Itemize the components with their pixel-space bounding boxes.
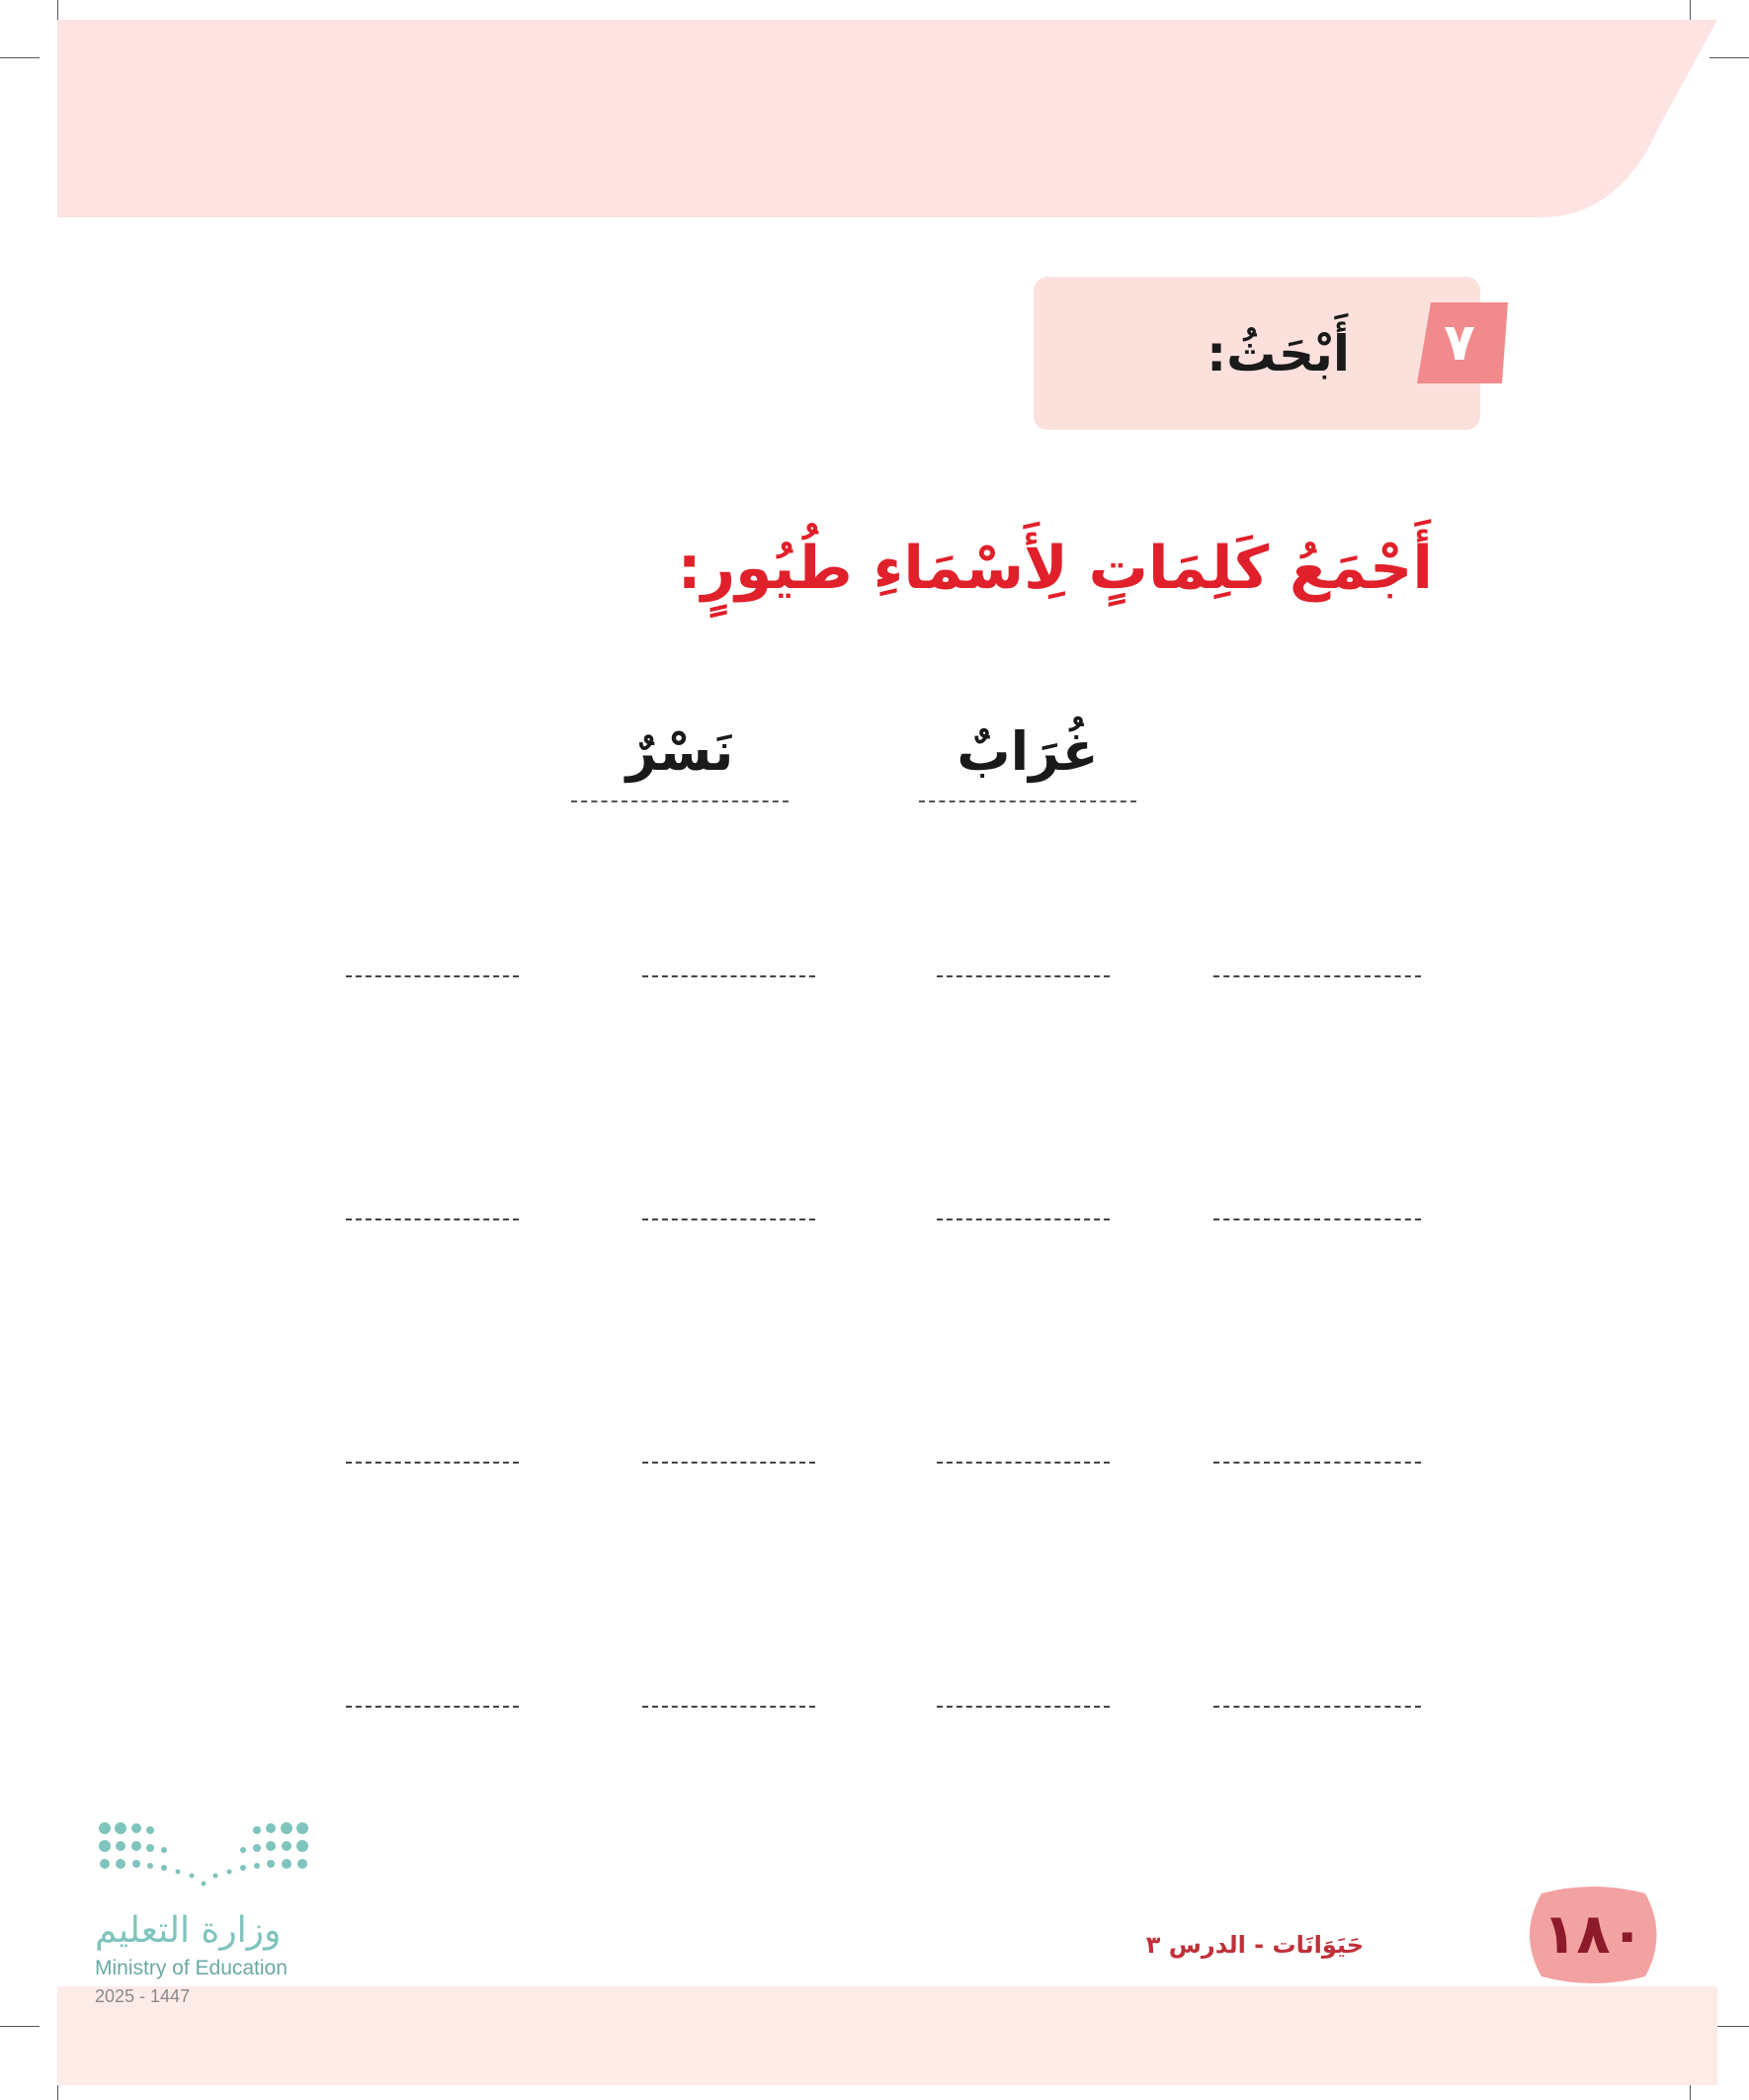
lesson-label: حَيَوَانَات - الدرس ٣ [1145, 1931, 1364, 1959]
answer-blank[interactable] [346, 1462, 519, 1464]
answer-blank[interactable] [346, 1218, 519, 1220]
answer-blank[interactable] [642, 975, 815, 977]
answer-blank[interactable] [1213, 1462, 1421, 1464]
section-number: ٧ [1444, 313, 1475, 373]
instruction-text: أَجْمَعُ كَلِمَاتٍ لِأَسْمَاءِ طُيُورٍ: [677, 534, 1433, 603]
answer-blank[interactable] [937, 1218, 1110, 1220]
footer-band [57, 1986, 1717, 2085]
page-number: ١٨٠ [1542, 1901, 1644, 1967]
answer-blank[interactable] [642, 1706, 815, 1708]
answer-blank[interactable] [1213, 975, 1421, 977]
answer-blank[interactable] [1213, 1706, 1421, 1708]
section-title: أَبْحَثُ: [1207, 325, 1350, 382]
answer-blank[interactable] [346, 975, 519, 977]
header-band [57, 20, 1717, 217]
answer-blank[interactable] [1213, 1218, 1421, 1220]
crop-mark [0, 2026, 40, 2027]
answer-blank[interactable] [937, 975, 1110, 977]
answer-blank[interactable] [642, 1218, 815, 1220]
example-word: نَسْرٌ [571, 712, 789, 802]
ministry-name-english: Ministry of Education [95, 1957, 288, 1979]
answer-blank[interactable] [346, 1706, 519, 1708]
answer-blank[interactable] [642, 1462, 815, 1464]
answer-blank[interactable] [937, 1706, 1110, 1708]
answer-blank[interactable] [937, 1462, 1110, 1464]
edition-year: 2025 - 1447 [95, 1986, 191, 2006]
crop-mark [0, 57, 40, 58]
ministry-logo-icon [95, 1818, 312, 1897]
example-word: غُرَابٌ [919, 712, 1136, 802]
ministry-name-arabic: وزارة التعليم [95, 1910, 282, 1951]
